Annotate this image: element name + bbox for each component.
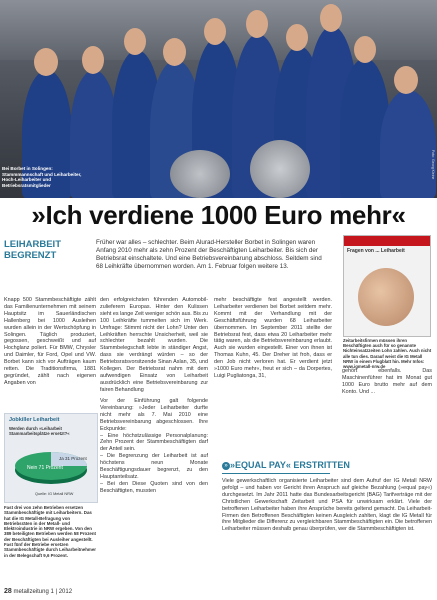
poll-pie-chart bbox=[9, 438, 93, 490]
worker-head bbox=[320, 4, 342, 32]
worker-head bbox=[204, 18, 226, 45]
worker-head bbox=[163, 38, 186, 66]
kicker bbox=[4, 239, 61, 261]
headline: »Ich verdiene 1000 Euro mehr« bbox=[31, 200, 406, 230]
agreement-intro: Vor der Einführung galt folgende Vereinbarung: »Jeder Leiharbeiter durfte nicht mehr als 7. Mai 2010 eine Betriebsvereinbarung abgeschlossen. Ihre Eckpunkte: bbox=[100, 398, 208, 432]
flyer-caption: Zeitarbeitsfirmen müssen ihren Beschäftigten auch für so genannte Nichteinsatzzeiten Lohn zahlen. Auch nicht alle tun dies. Darauf weist die IG Metall NRW in einem Flugblatt hin. Mehr Infos: www.igmetall-nrw.de bbox=[343, 338, 432, 370]
poll-question: Werden durch »Leiharbeit Stammarbeitsplätze ersetzt?« bbox=[9, 426, 70, 437]
divider bbox=[222, 473, 330, 474]
equal-pay-text: Viele gewerkschaftlich organisierte Leiharbeiter sind dem Aufruf der IG Metall NRW gefolgt – und haben vor Gericht ihren Anspruch auf gleiche Bezahlung (»equal pay«) durchgesetzt. Im Jahr 2011 hatte das Bundesarbeitsgericht (BAG) Tarifverträge mit der Christlichen Gewerkschaft Zeitarbeit und PSA für unwirksam erklärt. Viele der betroffenen Leiharbeiter haben ihre Ansprüche bereits geltend gemacht. Da Leiharbeit-Firmen den Betroffenen Beschäftigten keinen Ausgleich zahlten, klagt die IG Metall für ihre Mitglieder die Differenz zu vergleichbaren Stammbeschäftigten ein. Die betroffenen Leiharbeiter müssen deshalb genau überprüfen, wer die Stammbeschäftigten ist. bbox=[222, 478, 432, 533]
body-column-2: den erfolgreichsten führenden Automobil-zulieferern Europas. Hinter den Kulissen sieht es lange Zeit weniger schön aus. Bis zu 100 Leihkräfte tummelten sich im Werk. Umfrage: Stimmt nicht der Lohn? Unter den Leihkräften herrschte Unsicherheit, weil sie schlechter bezahlt wurden. Die Stammbelegschaft lebte in ständiger Angst, dass sie verdrängt würden – so der Betriebsratsvorsitzende Sinan Aslan, 35, und Kollegen. Der Betriebsrat nahm mit dem aufwendigen Einsatz von Leiharbeit ausdrücklich eine Betriebsvereinbarung zur fairen Behandlung bbox=[100, 297, 208, 393]
body-column-4: gehört ebenfalls. Das Maschinenführer hat im Monat gut 1000 Euro brutto mehr auf dem Konto. Und ... bbox=[342, 368, 432, 395]
worker-head bbox=[246, 10, 268, 38]
kicker-line: BEGRENZT bbox=[4, 250, 57, 261]
lead-paragraph: Früher war alles – schlechter. Beim Alurad-Hersteller Borbet in Solingen waren Anfang 2010 mehr als zehn Prozent der Beschäftigten Leiharbeiter. Bis sich der Betriebsrat einschaltete. Und eine Betriebsvereinbarung abschloss. Seitdem sind 68 Leihkräfte übernommen worden. Am 1. Februar folgen weitere 13. bbox=[96, 239, 322, 270]
worker-figure bbox=[380, 90, 436, 198]
alloy-wheel bbox=[170, 150, 230, 198]
body-column-3: mehr beschäftigte fest angestellt werden. Leiharbeiter verdienen bei Borbet seitdem mehr. Kommt mit der Verhandlung mit der Geschäftsführung wurden 68 Leiharbeiter übernommen. Im September 2011 stellte der Betriebsrat fest, dass etwa 20 Leiharbeiter mehr tätig waren, als die Betriebsvereinbarung erlaubt. Auch sie wurden eingestellt. Einer von ihnen ist Thomas Kuhn, 45. Der Dreher ist froh, dass er den Job nicht verloren hat. Er verdient jetzt »1000 Euro mehr«, freut er sich – da Dorpertes, Luigi Pugliatonga, 31, bbox=[214, 297, 332, 379]
arrow-icon: » bbox=[222, 462, 230, 470]
equal-pay-heading: »EQUAL PAY« ERSTRITTEN bbox=[230, 460, 350, 470]
worker-head bbox=[286, 24, 308, 51]
page-footer bbox=[4, 588, 72, 595]
magazine-issue: metallzeitung 1 | 2012 bbox=[13, 589, 73, 595]
team-photo bbox=[0, 0, 437, 198]
poll-title: Jobkiller Leiharbeit bbox=[9, 417, 60, 423]
agreement-bullet: – Bei den Diese Quoten sind von den Beschäftigten, mussten bbox=[100, 480, 208, 494]
alloy-wheel bbox=[250, 140, 310, 198]
poll-label-yes: Ja 31 Prozent bbox=[59, 456, 87, 461]
worker-head bbox=[34, 48, 58, 76]
body-column-1: Knapp 500 Stammbeschäftigte zählt das Familienunternehmen mit seinem Hauptsitz im Sauerländischen Hallenberg bei 1000 Ausleihen wurden allein in der Wertschöpfung in Solingen. Täglich produziert, gegossen, geschweißt und auf Hochglanz poliert. Für BMW, Chrysler und Daimler, für Ford, Opel und VW. Borbet kann sich vor Aufträgen kaum retten. Die Traditionsfirma, 1881 gegründet, zählt nach eigenen Angaben von bbox=[4, 297, 96, 386]
worker-head bbox=[124, 28, 146, 55]
agreement-points bbox=[100, 398, 208, 578]
poll-box bbox=[4, 413, 98, 503]
worker-head bbox=[82, 46, 104, 74]
worker-head bbox=[354, 36, 376, 63]
kicker-line: LEIHARBEIT bbox=[4, 239, 61, 250]
flyer-header-bar bbox=[344, 236, 430, 246]
photo-caption: Bei Borbet in Solingen: Stammmannschaft und Leiharbeiter, Hoch-Leiharbeiter und Betriebsratsmitglieder bbox=[2, 166, 82, 188]
flyer-title: Fragen von ... Leiharbeit bbox=[347, 248, 405, 254]
poll-caption: Fast drei von zehn Betrieben ersetzen Stammbeschäftigte mit Leiharbeitern. Das hat die IG Metall-Befragung von Betriebsräten in der Metall- und Elektroindustrie in NRW ergeben. Von den 389 beteiligten Betrieben werden 58 Prozent der Beschäftigten bei Ausleiher angestellt. Fast fünf der Betriebe ersetzen Stammbeschäftigte durch Leiharbeitnehmer in der Belegschaft 9,6 Prozent. bbox=[4, 505, 96, 558]
photo-credit: Foto: Georg Kleine bbox=[431, 150, 435, 180]
poll-label-no: Nein 71 Prozent bbox=[27, 465, 63, 471]
agreement-bullet: – Eine höchstzulässige Personalplanung: Zehn Prozent der Stammbeschäftigten darf der Anteil sein. bbox=[100, 432, 208, 453]
worker-head bbox=[394, 66, 418, 94]
agreement-bullet: – Die Begrenzung der Leiharbeit ist auf höchstens neun Monate Beschäftigungsdauer begrenzt, zu den Hauptanteilsatz. bbox=[100, 453, 208, 480]
flyer-thumbnail bbox=[343, 235, 431, 337]
poll-source: Quelle: IG Metall NRW bbox=[35, 492, 74, 496]
page-number: 28 bbox=[4, 588, 12, 595]
flyer-image bbox=[358, 268, 414, 326]
